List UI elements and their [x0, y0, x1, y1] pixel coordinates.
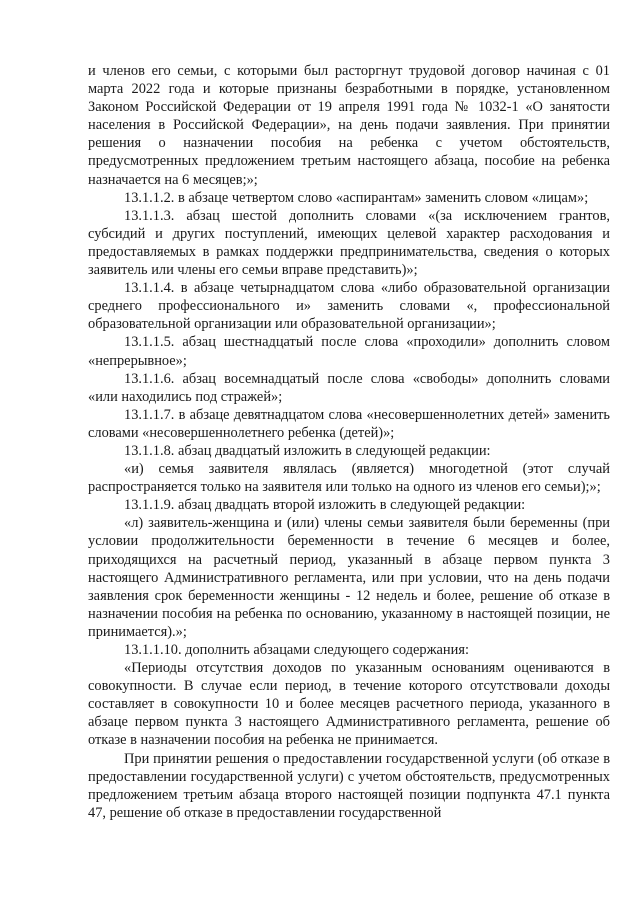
paragraph-4: 13.1.1.4. в абзаце четырнадцатом слова «либо образовательной организации среднего профессионального и» заменить словами «, профессиональной образовательной организации или образовательной организации»; — [88, 280, 610, 333]
paragraph-10: 13.1.1.9. абзац двадцать второй изложить в следующей редакции: — [124, 497, 526, 514]
paragraph-13: «Периоды отсутствия доходов по указанным основаниям оцениваются в совокупности. В случае если период, в течение которого отсутствовали доходы составляет в совокупности 10 и более месяцев расчетного периода, указанного в абзаце первом пункта 3 настоящего Административного регламента, решение об отказе в назначении пособия на ребенка не принимается. — [88, 660, 610, 749]
paragraph-6: 13.1.1.6. абзац восемнадцатый после слова «свободы» дополнить словами «или находились под стражей»; — [88, 370, 610, 405]
paragraph-5: 13.1.1.5. абзац шестнадцатый после слова «проходили» дополнить словом «непрерывное»; — [88, 334, 610, 369]
paragraph-1: и членов его семьи, с которыми был расторгнут трудовой договор начиная с 01 марта 2022 года и которые признаны безработными в порядке, установленном Законом Российской Федерации от 19 апреля 1991 года № 1032-1 «О занятости населения в Российской Федерации», на день подачи заявления. При принятии решения о назначении пособия на ребенка с учетом обстоятельств, предусмотренных предложением третьим настоящего абзаца, пособие на ребенка назначается на 6 месяцев;»; — [88, 63, 610, 188]
paragraph-2: 13.1.1.2. в абзаце четвертом слово «аспирантам» заменить словом «лицам»; — [124, 189, 589, 206]
paragraph-7: 13.1.1.7. в абзаце девятнадцатом слова «несовершеннолетних детей» заменить словами «несовершеннолетнего ребенка (детей)»; — [88, 406, 610, 441]
paragraph-11: «л) заявитель-женщина и (или) члены семьи заявителя были беременны (при условии продолжительности беременности в течение 6 месяцев и более, приходящихся на расчетный период, указанный в абзаце первом пункта 3 настоящего Административного регламента, или при условии, что на день подачи заявления срок беременности женщины - 12 недель и более, решение об отказе в назначении пособия на ребенка по основанию, указанному в настоящей позиции, не принимается).»; — [88, 515, 610, 640]
document-page — [88, 62, 610, 822]
paragraph-3: 13.1.1.3. абзац шестой дополнить словами «(за исключением грантов, субсидий и других поступлений, имеющих целевой характер расходования и предоставляемых в рамках поддержки предпринимательства, сведения о которых заявитель или члены его семьи вправе представить)»; — [88, 207, 610, 279]
paragraph-8: 13.1.1.8. абзац двадцатый изложить в следующей редакции: — [124, 442, 491, 459]
paragraph-12: 13.1.1.10. дополнить абзацами следующего содержания: — [124, 642, 469, 658]
paragraph-9: «и) семья заявителя являлась (является) многодетной (этот случай распространяется только на заявителя или только на одного из членов его семьи);»; — [88, 461, 610, 496]
paragraph-14: При принятии решения о предоставлении государственной услуги (об отказе в предоставлении государственной услуги) с учетом обстоятельств, предусмотренных предложением третьим абзаца второго настоящей позиции подпункта 47.1 пункта 47, решение об отказе в предоставлении государственной — [88, 750, 610, 821]
